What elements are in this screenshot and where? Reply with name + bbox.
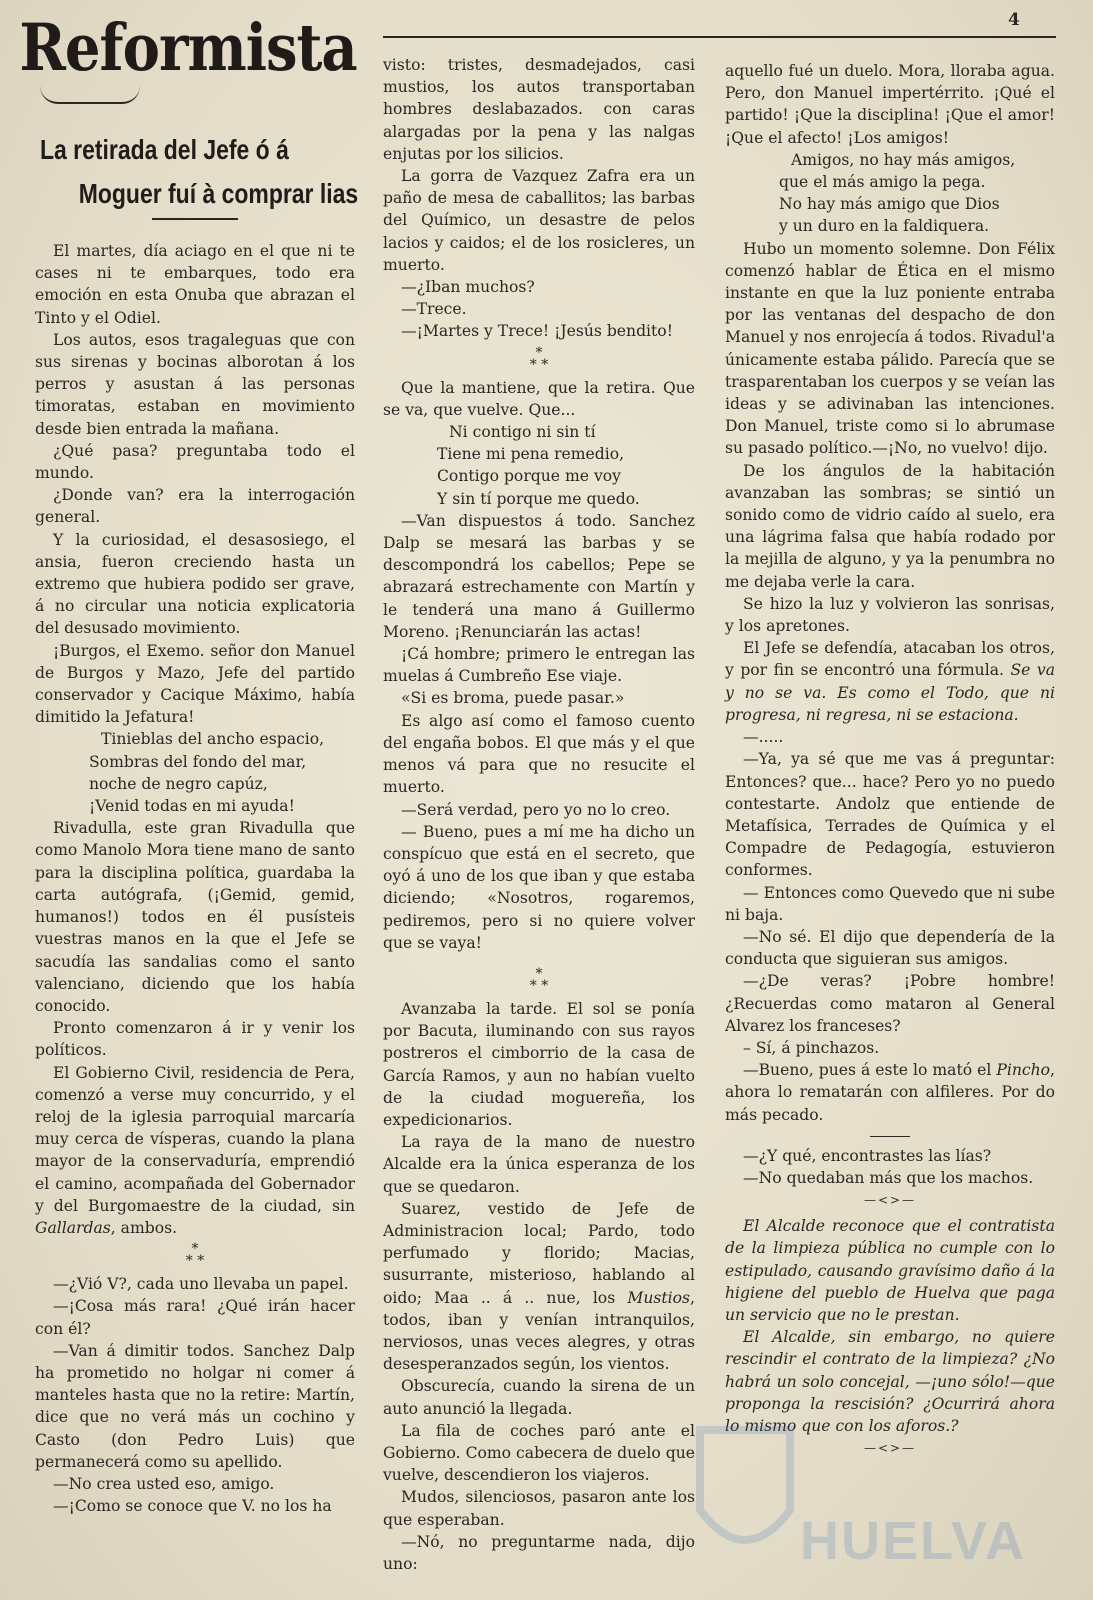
text-span: , todos, iban y venían intranquilos, nerviosos, unas veces alegres, y otras desesperanzados según, los vientos.: [383, 1288, 695, 1374]
column-2: [383, 54, 695, 1575]
paragraph: La raya de la mano de nuestro Alcalde era la única esperanza de los que se quedaron.: [383, 1133, 695, 1196]
paragraph: Mudos, silenciosos, pasaron ante los que esperaban.: [383, 1488, 695, 1529]
paragraph: Se hizo la luz y volvieron las sonrisas, y los apretones.: [725, 594, 1055, 636]
paragraph: visto: tristes, desmadejados, casi mustios, los autos transportaban hombres deslabazados. con caras alargadas por la pena y las nalgas enjutas por los silicios.: [383, 56, 695, 163]
verse-line: Ni contigo ni sin tí: [449, 423, 596, 442]
paragraph: —¿Y qué, encontrastes las lías?: [743, 1146, 992, 1165]
italic-text: Mustios: [627, 1288, 691, 1307]
paragraph: [383, 1198, 695, 1376]
italic-text: Pincho: [996, 1061, 1051, 1080]
paragraph: —Nó, no preguntarme nada, dijo uno:: [383, 1532, 695, 1573]
paragraph: Rivadulla, este gran Rivadulla que como Manolo Mora tiene mano de santo para la disciplina política, guardaba la carta autógrafa, (¡Gemid, gemid, humanos!) todos en él pusísteis vuestras manos en la que el Jefe se sacudía las sandalias como el santo valenciano, diciendo que los había conocido.: [35, 819, 355, 1015]
ornament-divider: —<>—: [863, 1441, 917, 1456]
ornament-divider: —<>—: [863, 1193, 917, 1208]
verse-line: y un duro en la faldiquera.: [779, 217, 990, 236]
paragraph: ¿Qué pasa? preguntaba todo el mundo.: [35, 441, 355, 483]
text-span: El Gobierno Civil, residencia de Pera, comenzó a verse muy concurrido, y el reloj de la iglesia parroquial marcaría muy cerca de vísperas, cuando la plana mayor de la conservaduría, emprendió el camino, acompañada del Gobernador y del Burgomaestre de la ciudad, sin: [35, 1063, 355, 1215]
paragraph: Avanzaba la tarde. El sol se ponía por Bacuta, iluminando con sus rayos postreros el cimborrio de la casa de García Ramos, y aun no habían vuelto de la ciudad moguereña, los expedicionarios.: [383, 999, 695, 1129]
paragraph: aquello fué un duelo. Mora, lloraba agua. Pero, don Manuel impertérrito. ¡Qué el partido! ¡Que la disciplina! ¡Que el amor! ¡Que el afecto! ¡Los amigos!: [725, 62, 1055, 147]
paragraph: ¿Donde van? era la interrogación general.: [35, 486, 355, 527]
paragraph: —¡Martes y Trece! ¡Jesús bendito!: [401, 322, 673, 341]
column-3: [725, 60, 1055, 1463]
paragraph: Pronto comenzaron á ir y venir los políticos.: [35, 1019, 355, 1060]
headline-line-2: Moguer fuí à comprar lias: [78, 178, 359, 209]
paragraph: —¡Cosa más rara! ¿Qué irán hacer con él?: [35, 1297, 355, 1338]
paragraph: Obscurecía, cuando la sirena de un auto anunció la llegada.: [383, 1377, 695, 1418]
italic-text: Gallardas: [35, 1218, 111, 1237]
headline-line-1: La retirada del Jefe ó á: [40, 134, 289, 165]
verse-line: Amigos, no hay más amigos,: [791, 150, 1016, 169]
paragraph: —¡Como se conoce que V. no los ha: [53, 1497, 332, 1516]
paragraph: ¡Cá hombre; primero le entregan las muelas á Cumbreño Ese viaje.: [383, 645, 695, 686]
paragraph: Y la curiosidad, el desasosiego, el ansia, fueron creciendo hasta un extremo que hubiera podido ser grave, á no circular una noticia explicatoria del desusado movimiento.: [35, 530, 355, 638]
paragraph: El martes, día aciago en el que ni te cases ni te embarques, todo era emoción en esta Onuba que abrazan el Tinto y el Odiel.: [35, 242, 355, 327]
paragraph: [725, 1059, 1055, 1126]
paragraph: [725, 637, 1055, 726]
verse-line: Sombras del fondo del mar,: [89, 752, 307, 771]
paragraph: – Sí, á pinchazos.: [743, 1038, 880, 1057]
notice-paragraph: El Alcalde, sin embargo, no quiere rescindir el contrato de la limpieza? ¿No habrá un solo concejal, —¡uno sólo!—que proponga la rescisión? ¿Ocurrirá ahora lo mismo que con los aforos.?: [725, 1328, 1055, 1435]
paragraph: — Entonces como Quevedo que ni sube ni baja.: [725, 883, 1055, 924]
paragraph: ¡Burgos, el Exemo. señor don Manuel de Burgos y Mazo, Jefe del partido conservador y Cacique Máximo, había dimitido la Jefatura!: [35, 641, 355, 727]
paragraph: —Será verdad, pero yo no lo creo.: [401, 800, 671, 819]
paragraph: «Si es broma, puede pasar.»: [401, 689, 625, 708]
paragraph: —No crea usted eso, amigo.: [53, 1474, 275, 1493]
paragraph: La fila de coches paró ante el Gobierno. Como cabecera de duelo que vuelve, descendieron los viajeros.: [383, 1421, 695, 1485]
headline-rule: [152, 218, 238, 220]
paragraph: —No sé. El dijo que dependería de la conducta que siguieran sus amigos.: [725, 927, 1055, 969]
verse-line: Y sin tí porque me quedo.: [437, 489, 640, 508]
paragraph: Hubo un momento solemne. Don Félix comenzó hablar de Ética en el mismo instante en que la luz poniente entraba por las ventanas del despacho de don Manuel y nos enrojecía á todos. Rivadul'a únicamente estaba pálido. Parecía que se trasparentaban los cuerpos y se veían las ideas y se adivinaban las intenciones. Don Manuel, triste como si lo abrumase su pasado político.—¡No, no vuelvo! dijo.: [725, 239, 1055, 458]
text-span: El Jefe se defendía, atacaban los otros, y por fin se encontró una fórmula.: [725, 639, 1055, 680]
masthead-ribbon: [40, 86, 140, 104]
text-span: Suarez, vestido de Jefe de Administracion local; Pardo, todo perfumado y florido; Macias, susurrante, misterioso, hablando al oido; Maa .. á .. nue, los: [383, 1199, 695, 1307]
verse-line: Tinieblas del ancho espacio,: [101, 730, 325, 749]
italic-text: Se va y no se va. Es como el Todo, que ni progresa, ni regresa, ni se estaciona.: [725, 661, 1055, 724]
paragraph: —¿De veras? ¡Pobre hombre! ¿Recuerdas como mataron al General Alvarez los franceses?: [725, 972, 1055, 1035]
text-span: , ahora lo rematarán con alfileres. Por do más pecado.: [725, 1061, 1056, 1124]
paragraph: —¿Vió V?, cada uno llevaba un papel.: [53, 1275, 349, 1294]
paragraph: [35, 1062, 355, 1240]
paragraph: —¿Iban muchos?: [401, 278, 535, 297]
text-span: —Bueno, pues á este lo mató el: [743, 1061, 992, 1080]
paragraph: La gorra de Vazquez Zafra era un paño de mesa de caballitos; las barbas del Químico, un desastre de pelos lacios y caidos; el de los rosicleres, un muerto.: [383, 167, 695, 274]
paragraph: —.....: [743, 728, 784, 747]
verse-line: Contigo porque me voy: [437, 467, 621, 486]
paragraph: —Van dispuestos á todo. Sanchez Dalp se mesará las barbas y se descompondrá los cabellos; Pepe se abrazará estrechamente con Martín y le tenderá una mano á Guillermo Moreno. ¡Renunciarán las actas!: [383, 511, 695, 641]
verse-line: noche de negro capúz,: [89, 774, 268, 793]
verse-line: que el más amigo la pega.: [779, 173, 986, 192]
section-stars: * * *: [185, 1241, 205, 1270]
verse-line: Tiene mi pena remedio,: [437, 445, 625, 464]
paragraph: —Van á dimitir todos. Sanchez Dalp ha prometido no holgar ni comer á manteles hasta que no la retire: Martín, dice que no verá más un cochino y Casto (don Pedro Luis) que permanecerá como su apellido.: [35, 1341, 355, 1471]
section-stars: * * *: [529, 965, 549, 994]
section-rule: [870, 1136, 910, 1137]
header-rule: [383, 36, 1056, 38]
paragraph: Es algo así como el famoso cuento del engaña bobos. El que más y el que menos vá para que no resucite el muerto.: [383, 711, 695, 797]
text-span: , ambos.: [110, 1218, 178, 1237]
notice-paragraph: El Alcalde reconoce que el contratista de la limpieza pública no cumple con lo estipulado, causando gravísimo daño á la higiene del pueblo de Huelva que paga un servicio que no le prestan.: [725, 1217, 1055, 1324]
paragraph: — Bueno, pues a mí me ha dicho un conspícuo que está en el secreto, que oyó á uno de los que iban y que estaba diciendo; «Nosotros, rogaremos, pediremos, pero si no quiere volver que se vaya!: [383, 822, 695, 952]
masthead: [12, 4, 364, 108]
article-headline: [40, 128, 359, 216]
column-1: [35, 240, 355, 1517]
section-stars: * * *: [529, 344, 549, 373]
watermark-text: HUELVA: [800, 1511, 1026, 1571]
paragraph: Que la mantiene, que la retira. Que se va, que vuelve. Que...: [383, 378, 695, 419]
verse-line: ¡Venid todas en mi ayuda!: [89, 797, 295, 816]
paragraph: Los autos, esos tragaleguas que con sus sirenas y bocinas alborotan á los perros y asustan á las personas timoratas, estaban en movimiento desde bien entrada la mañana.: [35, 330, 355, 438]
paragraph: —Ya, ya sé que me vas á preguntar: Entonces? que... hace? Pero yo no puedo contestarte. Andolz que entiende de Metafísica, Terrades de Química y el Compadre de Pedagogía, estuvieron conformes.: [725, 750, 1055, 880]
paragraph: —No quedaban más que los machos.: [743, 1168, 1034, 1187]
page-number: 4: [1008, 10, 1020, 30]
verse-line: No hay más amigo que Dios: [779, 195, 1000, 214]
masthead-title: Reformista: [19, 10, 357, 86]
paragraph: —Trece.: [401, 300, 467, 319]
paragraph: De los ángulos de la habitación avanzaban las sombras; se sintió un sonido como de vidrio caído al suelo, era una lágrima falsa que había rodado por la mejilla de alguno, y ya la penumbra no me dejaba verle la cara.: [725, 461, 1055, 591]
